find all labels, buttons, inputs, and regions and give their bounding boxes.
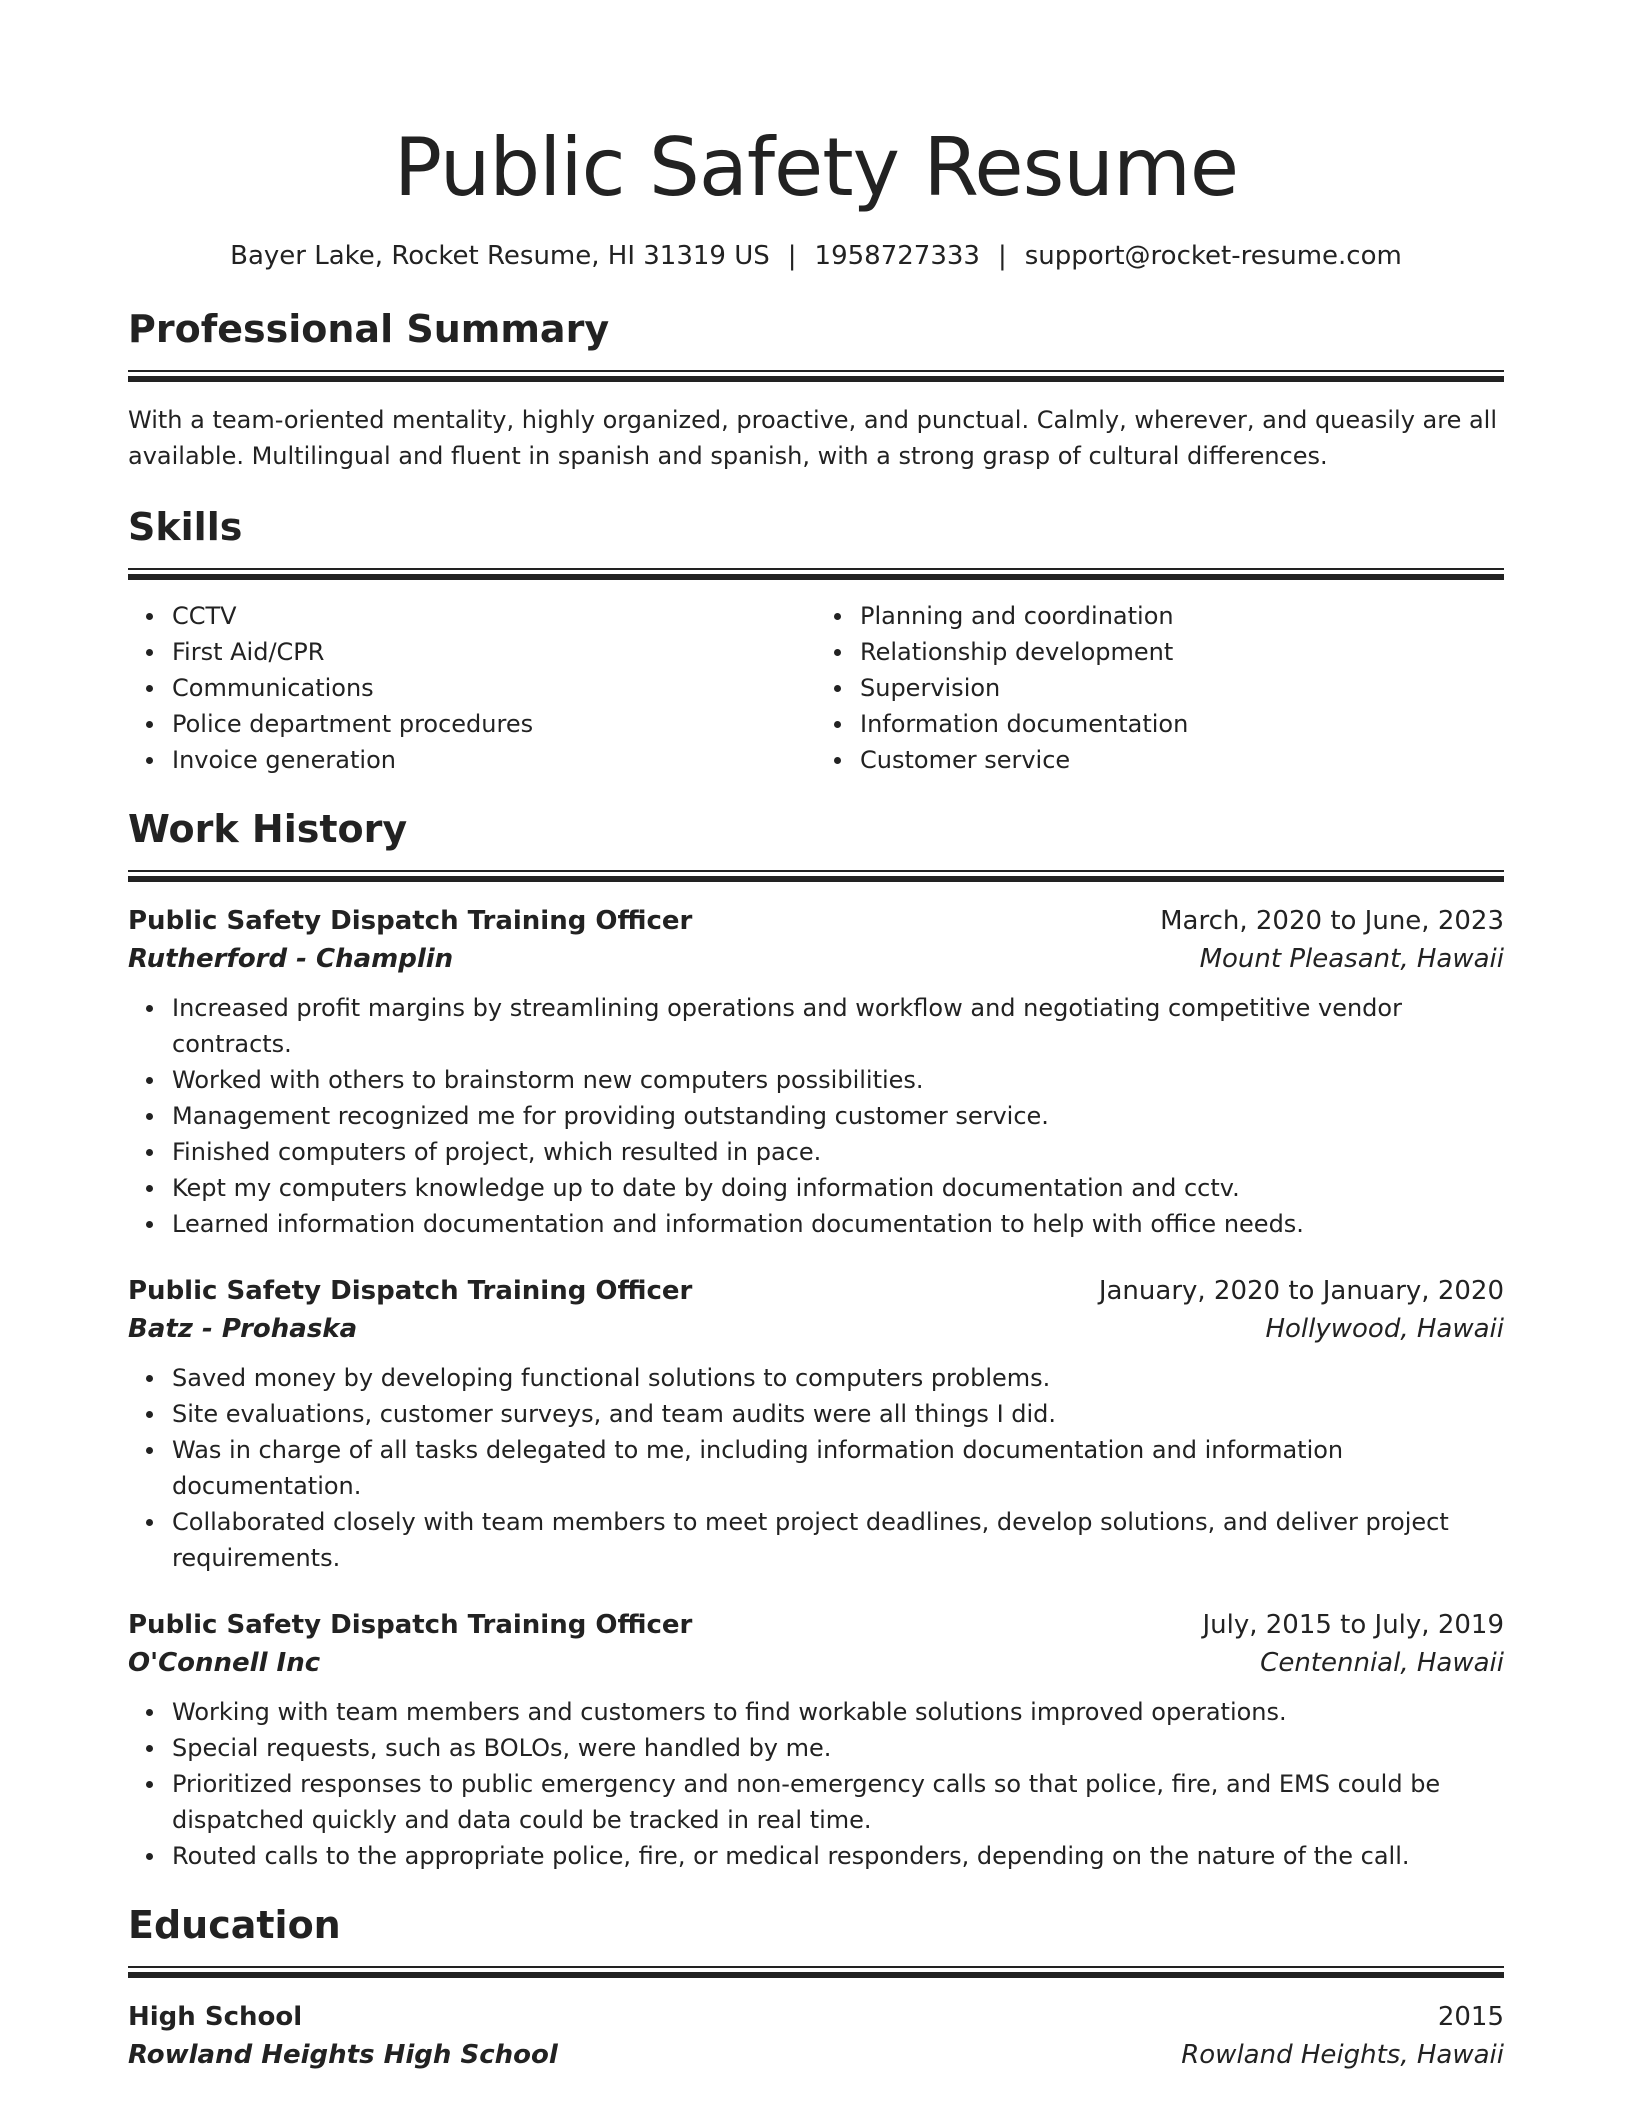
summary-text: With a team-oriented mentality, highly organized, proactive, and punctual. Calmly, wherever, and queasily are all available. Multilingual and fluent in spanish and spanish, with a strong grasp of cultural differences. — [128, 406, 1498, 470]
skill-item: Invoice generation — [172, 742, 816, 778]
skill-item: Relationship development — [860, 634, 1504, 670]
job-bullet: Saved money by developing functional solutions to computers problems. — [172, 1360, 1504, 1396]
job-location: Centennial, Hawaii — [1260, 1648, 1504, 1678]
contact-address: Bayer Lake, Rocket Resume, HI 31319 US — [230, 241, 770, 271]
summary-section — [128, 304, 1504, 474]
skill-item: Information documentation — [860, 706, 1504, 742]
job-bullet: Learned information documentation and information documentation to help with office needs. — [172, 1206, 1504, 1242]
job-entry — [128, 902, 1504, 1242]
job-bullets — [128, 1694, 1504, 1874]
job-bullet: Worked with others to brainstorm new computers possibilities. — [172, 1062, 1504, 1098]
skill-item: Customer service — [860, 742, 1504, 778]
job-entry — [128, 1606, 1504, 1874]
education-location: Rowland Heights, Hawaii — [1181, 2040, 1504, 2070]
job-title: Public Safety Dispatch Training Officer — [128, 1610, 693, 1640]
contact-separator: | — [997, 241, 1007, 271]
job-company: Rutherford - Champlin — [128, 944, 454, 974]
job-bullet: Working with team members and customers to find workable solutions improved operations. — [172, 1694, 1504, 1730]
job-title: Public Safety Dispatch Training Officer — [128, 906, 693, 936]
job-bullet: Was in charge of all tasks delegated to me, including information documentation and information documentation. — [172, 1432, 1504, 1504]
job-location: Mount Pleasant, Hawaii — [1199, 944, 1504, 974]
skill-item: Police department procedures — [172, 706, 816, 742]
skills-columns — [128, 598, 1504, 778]
skills-section — [128, 502, 1504, 778]
skill-item: CCTV — [172, 598, 816, 634]
job-location: Hollywood, Hawaii — [1265, 1314, 1504, 1344]
skill-item: Supervision — [860, 670, 1504, 706]
job-dates: July, 2015 to July, 2019 — [1202, 1610, 1504, 1640]
education-degree: High School — [128, 2002, 303, 2032]
job-bullet: Prioritized responses to public emergency and non-emergency calls so that police, fire, and EMS could be dispatched quickly and data could be tracked in real time. — [172, 1766, 1504, 1838]
job-bullet: Increased profit margins by streamlining operations and workflow and negotiating competitive vendor contracts. — [172, 990, 1504, 1062]
contact-line — [128, 238, 1504, 274]
job-bullets — [128, 990, 1504, 1242]
job-dates: January, 2020 to January, 2020 — [1098, 1276, 1504, 1306]
section-divider — [128, 568, 1504, 580]
job-bullet: Kept my computers knowledge up to date by doing information documentation and cctv. — [172, 1170, 1504, 1206]
skills-list-left — [128, 598, 816, 778]
section-divider — [128, 1966, 1504, 1978]
contact-separator: | — [787, 241, 797, 271]
job-bullets — [128, 1360, 1504, 1576]
job-dates: March, 2020 to June, 2023 — [1160, 906, 1504, 936]
job-bullet: Site evaluations, customer surveys, and team audits were all things I did. — [172, 1396, 1504, 1432]
contact-email[interactable]: support@rocket-resume.com — [1024, 241, 1402, 271]
job-title: Public Safety Dispatch Training Officer — [128, 1276, 693, 1306]
section-divider — [128, 370, 1504, 382]
education-year: 2015 — [1437, 2002, 1504, 2032]
education-heading: Education — [128, 1903, 341, 1947]
contact-phone: 1958727333 — [814, 241, 980, 271]
job-bullet: Finished computers of project, which resulted in pace. — [172, 1134, 1504, 1170]
skill-item: Planning and coordination — [860, 598, 1504, 634]
job-company: O'Connell Inc — [128, 1648, 321, 1678]
job-company: Batz - Prohaska — [128, 1314, 358, 1344]
job-bullet: Management recognized me for providing outstanding customer service. — [172, 1098, 1504, 1134]
education-entry — [128, 1998, 1504, 2074]
skill-item: First Aid/CPR — [172, 634, 816, 670]
job-bullet: Special requests, such as BOLOs, were handled by me. — [172, 1730, 1504, 1766]
job-bullet: Routed calls to the appropriate police, fire, or medical responders, depending on the nature of the call. — [172, 1838, 1504, 1874]
skills-heading: Skills — [128, 505, 243, 549]
job-entry — [128, 1272, 1504, 1576]
work-heading: Work History — [128, 807, 408, 851]
skills-list-right — [816, 598, 1504, 778]
work-section — [128, 804, 1504, 1874]
resume-page — [128, 118, 1504, 2074]
section-divider — [128, 870, 1504, 882]
skill-item: Communications — [172, 670, 816, 706]
summary-heading: Professional Summary — [128, 307, 610, 351]
education-section — [128, 1900, 1504, 2074]
page-title: Public Safety Resume — [393, 121, 1239, 214]
education-school: Rowland Heights High School — [128, 2040, 558, 2070]
job-bullet: Collaborated closely with team members to meet project deadlines, develop solutions, and deliver project requirements. — [172, 1504, 1504, 1576]
